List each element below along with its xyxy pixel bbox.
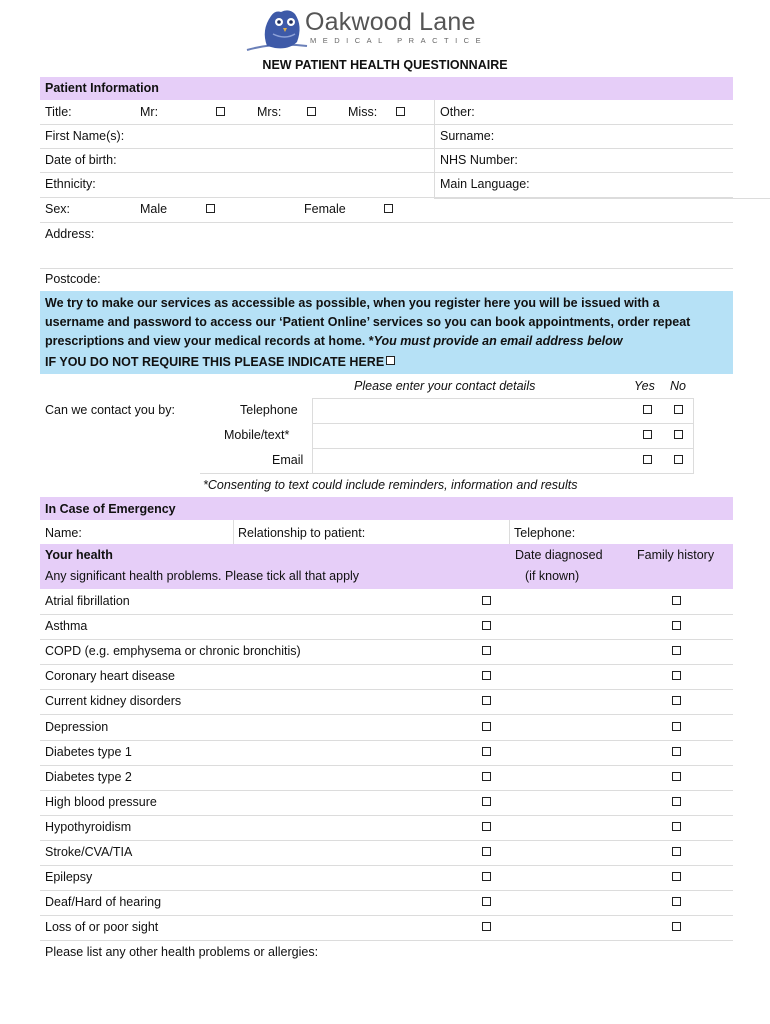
condition-diagnosed-checkbox[interactable] <box>482 847 491 856</box>
condition-family-history-checkbox[interactable] <box>672 646 681 655</box>
condition-label: Epilepsy <box>45 870 93 885</box>
date-diagnosed-header: Date diagnosed <box>515 548 603 562</box>
nhs-number-label: NHS Number: <box>440 153 518 167</box>
first-names-label: First Name(s): <box>45 129 125 143</box>
online-opt-out-checkbox[interactable] <box>386 356 395 365</box>
condition-family-history-checkbox[interactable] <box>672 621 681 630</box>
condition-label: High blood pressure <box>45 794 157 809</box>
row-divider <box>40 865 733 866</box>
female-label: Female <box>304 202 346 216</box>
condition-diagnosed-checkbox[interactable] <box>482 596 491 605</box>
condition-diagnosed-checkbox[interactable] <box>482 621 491 630</box>
condition-label: Loss of or poor sight <box>45 920 159 935</box>
health-subheading: Any significant health problems. Please tick all that apply <box>45 569 360 583</box>
mobile-yes-checkbox[interactable] <box>643 430 652 439</box>
miss-label: Miss: <box>348 105 378 119</box>
row-divider <box>40 840 733 841</box>
emergency-telephone-label: Telephone: <box>514 526 576 540</box>
row-divider <box>40 689 733 690</box>
postcode-label: Postcode: <box>45 272 101 286</box>
condition-diagnosed-checkbox[interactable] <box>482 872 491 881</box>
emergency-heading: In Case of Emergency <box>45 502 176 516</box>
condition-family-history-checkbox[interactable] <box>672 922 681 931</box>
row-divider <box>40 790 733 791</box>
if-known-header: (if known) <box>525 569 580 583</box>
main-language-label: Main Language: <box>440 177 530 191</box>
mrs-checkbox[interactable] <box>307 107 316 116</box>
online-line-3 <box>45 333 623 349</box>
online-line-2: username and password to access our ‘Patient Online’ services so you can book appointments, order repeat <box>45 315 691 329</box>
telephone-label: Telephone <box>240 403 298 417</box>
condition-label: Coronary heart disease <box>45 669 175 684</box>
logo-subtitle: MEDICAL PRACTICE <box>310 36 488 45</box>
condition-diagnosed-checkbox[interactable] <box>482 696 491 705</box>
email-no-checkbox[interactable] <box>674 455 683 464</box>
title-label: Title: <box>45 105 72 119</box>
family-history-header: Family history <box>637 548 715 562</box>
online-line-3-text: prescriptions and view your medical records at home. * <box>45 334 374 348</box>
condition-diagnosed-checkbox[interactable] <box>482 747 491 756</box>
no-header: No <box>670 379 686 393</box>
relationship-label: Relationship to patient: <box>238 526 366 540</box>
condition-family-history-checkbox[interactable] <box>672 822 681 831</box>
condition-diagnosed-checkbox[interactable] <box>482 772 491 781</box>
condition-label: Atrial fibrillation <box>45 594 130 608</box>
row-divider <box>40 765 733 766</box>
condition-diagnosed-checkbox[interactable] <box>482 922 491 931</box>
row-divider <box>40 714 733 715</box>
online-opt-out-label: IF YOU DO NOT REQUIRE THIS PLEASE INDICATE HERE <box>45 355 385 369</box>
row-divider <box>40 815 733 816</box>
condition-label: Diabetes type 2 <box>45 769 132 784</box>
condition-diagnosed-checkbox[interactable] <box>482 897 491 906</box>
condition-family-history-checkbox[interactable] <box>672 897 681 906</box>
row-divider <box>40 664 733 665</box>
other-health-prompt: Please list any other health problems or allergies: <box>45 945 319 959</box>
online-line-1: We try to make our services as accessible as possible, when you register here you will be issued with a <box>45 296 660 310</box>
condition-diagnosed-checkbox[interactable] <box>482 822 491 831</box>
mobile-no-checkbox[interactable] <box>674 430 683 439</box>
dob-label: Date of birth: <box>45 153 117 167</box>
mobile-label: Mobile/text* <box>224 428 290 442</box>
condition-family-history-checkbox[interactable] <box>672 797 681 806</box>
condition-family-history-checkbox[interactable] <box>672 847 681 856</box>
mr-label: Mr: <box>140 105 159 119</box>
emergency-name-label: Name: <box>45 526 82 540</box>
logo-title: Oakwood Lane <box>305 8 476 36</box>
other-title-label: Other: <box>440 105 475 119</box>
patient-info-heading: Patient Information <box>45 81 159 95</box>
condition-diagnosed-checkbox[interactable] <box>482 797 491 806</box>
contact-prompt: Please enter your contact details <box>354 379 536 393</box>
mr-checkbox[interactable] <box>216 107 225 116</box>
row-divider <box>40 890 733 891</box>
can-contact-label: Can we contact you by: <box>45 403 175 417</box>
ethnicity-label: Ethnicity: <box>45 177 96 191</box>
condition-family-history-checkbox[interactable] <box>672 722 681 731</box>
mrs-label: Mrs: <box>257 105 282 119</box>
email-required-note: You must provide an email address below <box>373 334 623 348</box>
condition-label: COPD (e.g. emphysema or chronic bronchitis) <box>45 644 301 659</box>
condition-label: Asthma <box>45 619 88 634</box>
condition-family-history-checkbox[interactable] <box>672 596 681 605</box>
email-label: Email <box>272 453 304 467</box>
consent-note: *Consenting to text could include reminders, information and results <box>203 478 578 492</box>
telephone-yes-checkbox[interactable] <box>643 405 652 414</box>
row-divider <box>40 639 733 640</box>
sex-label: Sex: <box>45 202 71 216</box>
condition-label: Depression <box>45 719 109 734</box>
address-label: Address: <box>45 227 95 241</box>
condition-label: Current kidney disorders <box>45 694 182 709</box>
row-divider <box>40 915 733 916</box>
health-heading: Your health <box>45 548 113 562</box>
condition-family-history-checkbox[interactable] <box>672 671 681 680</box>
condition-family-history-checkbox[interactable] <box>672 696 681 705</box>
condition-label: Hypothyroidism <box>45 819 132 834</box>
condition-diagnosed-checkbox[interactable] <box>482 722 491 731</box>
yes-header: Yes <box>634 379 655 393</box>
condition-family-history-checkbox[interactable] <box>672 747 681 756</box>
email-yes-checkbox[interactable] <box>643 455 652 464</box>
telephone-no-checkbox[interactable] <box>674 405 683 414</box>
male-checkbox[interactable] <box>206 204 215 213</box>
female-checkbox[interactable] <box>384 204 393 213</box>
condition-family-history-checkbox[interactable] <box>672 872 681 881</box>
miss-checkbox[interactable] <box>396 107 405 116</box>
condition-diagnosed-checkbox[interactable] <box>482 671 491 680</box>
surname-label: Surname: <box>440 129 495 143</box>
condition-label: Deaf/Hard of hearing <box>45 895 162 910</box>
male-label: Male <box>140 202 168 216</box>
condition-family-history-checkbox[interactable] <box>672 772 681 781</box>
row-divider <box>40 940 733 941</box>
row-divider <box>40 740 733 741</box>
row-divider <box>40 614 733 615</box>
condition-label: Stroke/CVA/TIA <box>45 845 133 859</box>
condition-diagnosed-checkbox[interactable] <box>482 646 491 655</box>
condition-label: Diabetes type 1 <box>45 744 132 759</box>
form-title: NEW PATIENT HEALTH QUESTIONNAIRE <box>262 58 508 72</box>
